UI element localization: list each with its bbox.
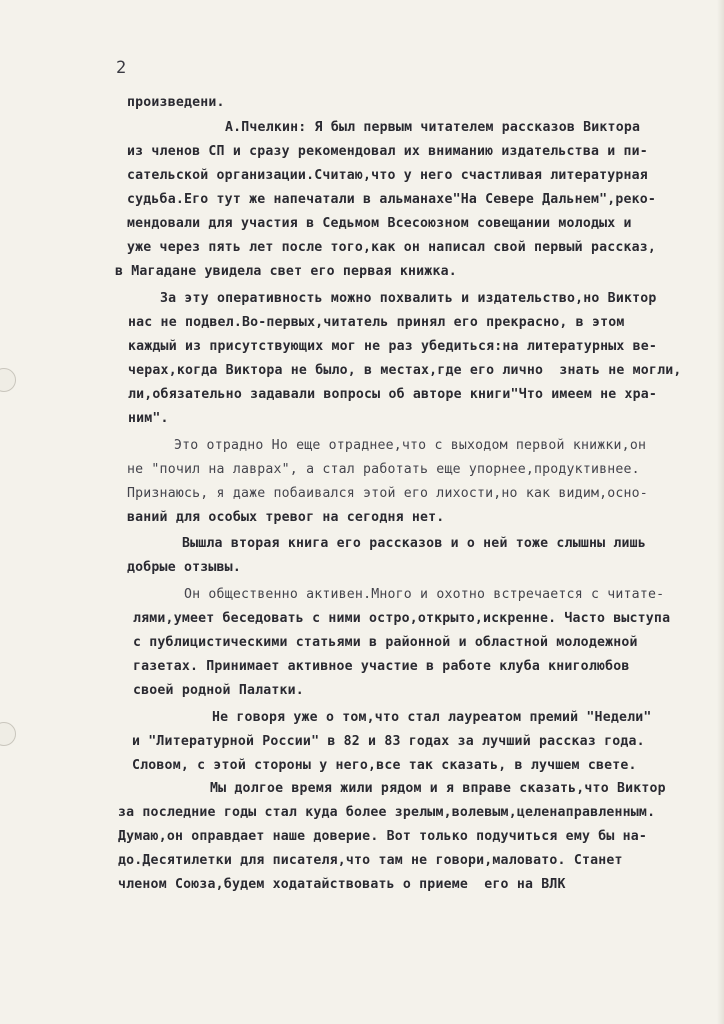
text-line: Думаю,он оправдает наше доверие. Вот только подучиться ему бы на- [118, 829, 648, 844]
text-line: с публицистическими статьями в районной и областной молодежной [133, 635, 638, 650]
text-line: Словом, с этой стороны у него,все так сказать, в лучшем свете. [132, 758, 637, 773]
text-line: до.Десятилетки для писателя,что там не говори,маловато. Станет [118, 853, 623, 868]
text-line: не "почил на лаврах", а стал работать еще упорнее,продуктивнее. [127, 462, 640, 477]
text-line: сательской организации.Считаю,что у него счастливая литературная [127, 168, 648, 183]
page-edge-shadow [717, 0, 724, 1024]
text-line: ли,обязательно задавали вопросы об авторе книги"Что имеем не хра- [128, 387, 658, 402]
text-line: лями,умеет беседовать с ними остро,открыто,искренне. Часто выступа [133, 611, 671, 626]
page-number: 2 [116, 58, 127, 78]
text-line: А.Пчелкин: Я был первым читателем рассказов Виктора [225, 120, 641, 135]
text-line: судьба.Его тут же напечатали в альманахе"На Севере Дальнем",реко- [127, 192, 657, 207]
text-line: ваний для особых тревог на сегодня нет. [127, 510, 445, 525]
text-line: газетах. Принимает активное участие в работе клуба книголюбов [133, 659, 630, 674]
text-line: Он общественно активен.Много и охотно встречается с читате- [184, 587, 665, 602]
text-line: и "Литературной России" в 82 и 83 годах за лучший рассказ года. [132, 734, 645, 749]
punch-hole [0, 368, 16, 392]
text-line: произведени. [127, 95, 225, 110]
text-line: ним". [128, 411, 169, 426]
text-line: своей родной Палатки. [133, 683, 304, 698]
text-line: добрые отзывы. [127, 560, 241, 575]
text-line: мендовали для участия в Седьмом Всесоюзном совещании молодых и [127, 216, 632, 231]
text-line: Мы долгое время жили рядом и я вправе сказать,что Виктор [210, 781, 666, 796]
text-line: черах,когда Виктора не было, в местах,где его лично знать не могли, [128, 363, 682, 378]
text-line: уже через пять лет после того,как он написал свой первый рассказ, [127, 240, 657, 255]
text-line: Это отрадно Но еще отраднее,что с выходом первой книжки,он [174, 438, 647, 453]
text-line: из членов СП и сразу рекомендовал их вниманию издательства и пи- [127, 144, 648, 159]
text-line: Не говоря уже о том,что стал лауреатом премий "Недели" [212, 710, 652, 725]
punch-hole [0, 722, 16, 746]
text-line: членом Союза,будем ходатайствовать о приеме его на ВЛК [118, 877, 566, 892]
text-line: в Магадане увидела свет его первая книжка. [115, 264, 457, 279]
text-line: каждый из присутствующих мог не раз убедиться:на литературных ве- [128, 339, 658, 354]
text-line: нас не подвел.Во-первых,читатель принял его прекрасно, в этом [128, 315, 625, 330]
text-line: Вышла вторая книга его рассказов и о ней тоже слышны лишь [182, 536, 646, 551]
text-line: Признаюсь, я даже побаивался этой его лихости,но как видим,осно- [127, 486, 648, 501]
text-line: За эту оперативность можно похвалить и издательство,но Виктор [160, 291, 657, 306]
text-line: за последние годы стал куда более зрелым,волевым,целенаправленным. [118, 805, 656, 820]
